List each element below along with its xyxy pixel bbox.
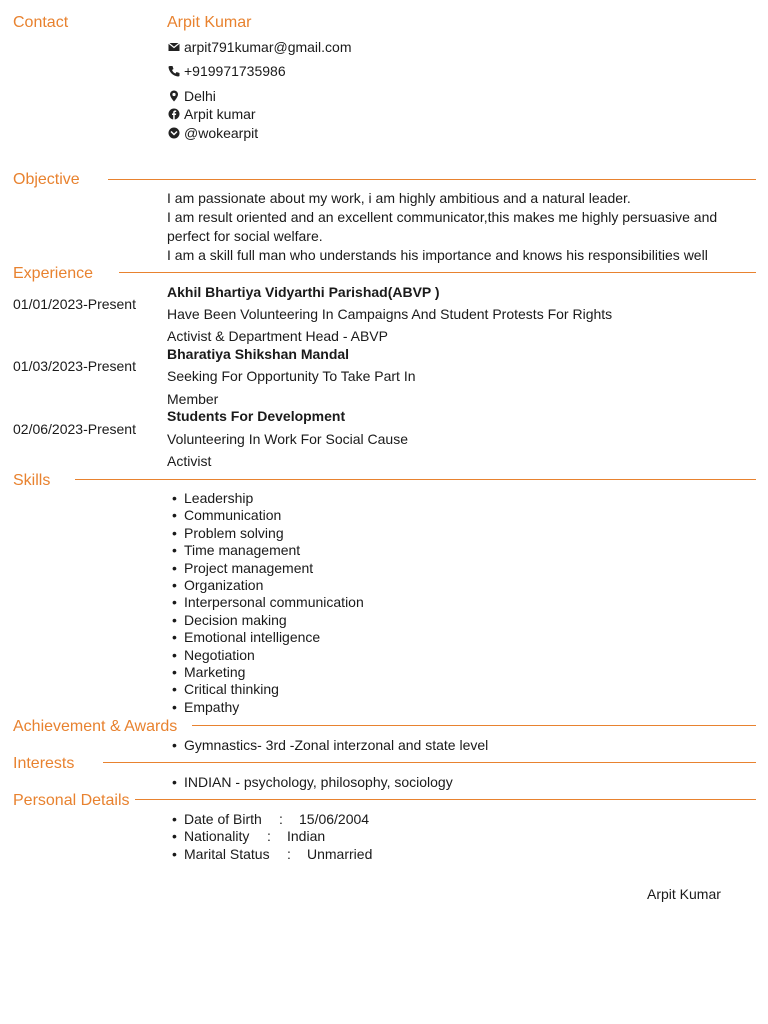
- signature-name: Arpit Kumar: [647, 886, 721, 902]
- social-handle-text: @wokearpit: [184, 125, 259, 141]
- personal-detail-item: [167, 846, 372, 863]
- personal-detail-colon: :: [267, 828, 271, 845]
- personal-detail-label: Nationality: [184, 828, 250, 845]
- experience-description: Seeking For Opportunity To Take Part In: [167, 368, 416, 384]
- candidate-name: Arpit Kumar: [167, 14, 252, 31]
- skill-item: • Problem solving: [167, 525, 364, 542]
- objective-heading: Objective: [13, 171, 80, 188]
- location-text: Delhi: [184, 88, 216, 104]
- location-line: [168, 88, 216, 104]
- personal-detail-item: [167, 828, 372, 845]
- personal-detail-colon: :: [279, 811, 283, 827]
- personal-details-list: [167, 811, 372, 863]
- personal-detail-item: [167, 811, 372, 828]
- skill-item: • Empathy: [167, 699, 364, 716]
- personal-detail-label: Marital Status: [184, 845, 270, 862]
- interest-item: • INDIAN - psychology, philosophy, sociology: [167, 774, 453, 791]
- experience-organization: Akhil Bhartiya Vidyarthi Parishad(ABVP ): [167, 284, 440, 300]
- achievements-divider: [192, 725, 756, 726]
- skills-divider: [75, 479, 756, 480]
- experience-description: Have Been Volunteering In Campaigns And Student Protests For Rights: [167, 306, 613, 322]
- experience-date: 01/01/2023-Present: [13, 296, 136, 312]
- experience-role: Activist: [167, 453, 212, 469]
- objective-line: I am a skill full man who understands his importance and knows his responsibilities well: [167, 247, 708, 263]
- experience-organization: Bharatiya Shikshan Mandal: [167, 346, 350, 362]
- interests-list: [167, 774, 453, 791]
- envelope-icon: [168, 41, 180, 53]
- skills-list: [167, 490, 364, 716]
- personal-detail-value: Indian: [287, 828, 326, 845]
- experience-date: 01/03/2023-Present: [13, 358, 136, 374]
- email-line[interactable]: [168, 39, 352, 55]
- personal-details-divider: [135, 799, 756, 800]
- skill-item: • Time management: [167, 542, 364, 559]
- achievements-list: [167, 737, 488, 754]
- experience-date: 02/06/2023-Present: [13, 421, 136, 437]
- personal-detail-label: Date of Birth: [184, 811, 262, 827]
- skill-item: • Leadership: [167, 490, 364, 507]
- skill-item: • Organization: [167, 577, 364, 594]
- personal-detail-value: Unmarried: [307, 845, 373, 862]
- email-text: arpit791kumar@gmail.com: [184, 39, 352, 55]
- contact-heading: Contact: [13, 14, 69, 31]
- objective-divider: [108, 179, 756, 180]
- social-handle-icon: [168, 127, 180, 139]
- skill-item: • Decision making: [167, 612, 364, 629]
- objective-text: [167, 189, 717, 265]
- social-handle-line[interactable]: [168, 125, 258, 141]
- skill-item: • Critical thinking: [167, 681, 364, 698]
- skill-item: • Project management: [167, 560, 364, 577]
- skill-item: • Interpersonal communication: [167, 594, 364, 611]
- objective-line: I am passionate about my work, i am highly ambitious and a natural leader.: [167, 190, 631, 206]
- experience-organization: Students For Development: [167, 408, 346, 424]
- map-pin-icon: [168, 90, 180, 102]
- skill-item: • Negotiation: [167, 647, 364, 664]
- experience-description: Volunteering In Work For Social Cause: [167, 431, 408, 447]
- interests-heading: Interests: [13, 755, 75, 772]
- objective-line: perfect for social welfare.: [167, 228, 323, 244]
- objective-line: I am result oriented and an excellent communicator,this makes me highly persuasive and: [167, 209, 718, 225]
- interests-divider: [103, 762, 756, 763]
- phone-icon: [168, 65, 180, 77]
- personal-details-heading: Personal Details: [13, 792, 130, 809]
- experience-divider: [119, 272, 756, 273]
- skills-heading: Skills: [13, 472, 51, 489]
- skill-item: • Emotional intelligence: [167, 629, 364, 646]
- experience-heading: Experience: [13, 265, 94, 282]
- facebook-line[interactable]: [168, 106, 256, 122]
- facebook-icon: [168, 108, 180, 120]
- personal-detail-value: 15/06/2004: [299, 811, 370, 827]
- personal-detail-colon: :: [287, 845, 291, 862]
- facebook-text: Arpit kumar: [184, 106, 256, 122]
- phone-text: +919971735986: [184, 63, 286, 79]
- experience-role: Activist & Department Head - ABVP: [167, 328, 388, 344]
- skill-item: • Marketing: [167, 664, 364, 681]
- achievements-heading: Achievement & Awards: [13, 718, 178, 735]
- achievement-item: • Gymnastics- 3rd -Zonal interzonal and state level: [167, 737, 488, 754]
- skill-item: • Communication: [167, 507, 364, 524]
- experience-role: Member: [167, 391, 219, 407]
- phone-line[interactable]: [168, 63, 286, 79]
